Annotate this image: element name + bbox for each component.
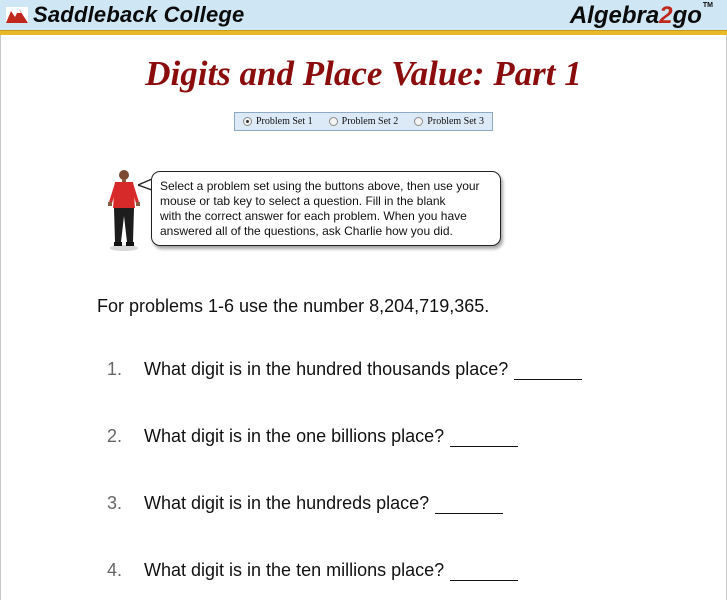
answer-blank-2[interactable] [450,428,518,447]
header [0,0,727,30]
radio-button[interactable] [329,117,338,126]
question-number: 1. [107,359,123,379]
problem-set-1-option[interactable] [243,116,313,127]
problem-set-3-option[interactable] [414,116,484,127]
question-text: What digit is in the hundreds place? [144,493,430,513]
problem-set-label: Problem Set 3 [427,116,484,127]
answer-blank-1[interactable] [514,361,582,380]
radio-button-selected[interactable] [243,117,252,126]
radio-button[interactable] [414,117,423,126]
charlie-figure-icon[interactable] [106,168,142,252]
question-2 [107,426,518,447]
question-1 [107,359,582,380]
question-text: What digit is in the ten millions place? [144,560,445,580]
question-3 [107,493,503,514]
question-number: 4. [107,560,123,580]
instruction-line: mouse or tab key to select a question. Fill in the blank [160,194,446,208]
question-number: 2. [107,426,123,446]
question-number: 3. [107,493,123,513]
problem-set-selector [234,112,493,131]
saddleback-college-brand: Saddleback College [33,2,245,27]
problem-set-label: Problem Set 1 [255,116,313,127]
question-4 [107,560,518,581]
problem-intro: For problems 1-6 use the number 8,204,719,365. [97,296,490,316]
instruction-line: answered all of the questions, ask Charlie how you did. [160,224,453,238]
instructions-speech-bubble [151,171,501,246]
question-text: What digit is in the hundred thousands place? [144,359,509,379]
header-accent-bar [0,30,727,35]
mountain-logo-icon [6,7,28,23]
problem-set-2-option[interactable] [329,116,399,127]
problem-set-label: Problem Set 2 [341,116,399,127]
question-text: What digit is in the one billions place? [144,426,445,446]
answer-blank-3[interactable] [435,495,503,514]
instruction-line: with the correct answer for each problem. When you have [160,209,467,223]
answer-blank-4[interactable] [450,562,518,581]
algebra2go-brand: Algebra2go™ [569,2,713,29]
page-title: Digits and Place Value: Part 1 [145,54,582,93]
instruction-line: Select a problem set using the buttons above, then use your [160,179,480,193]
